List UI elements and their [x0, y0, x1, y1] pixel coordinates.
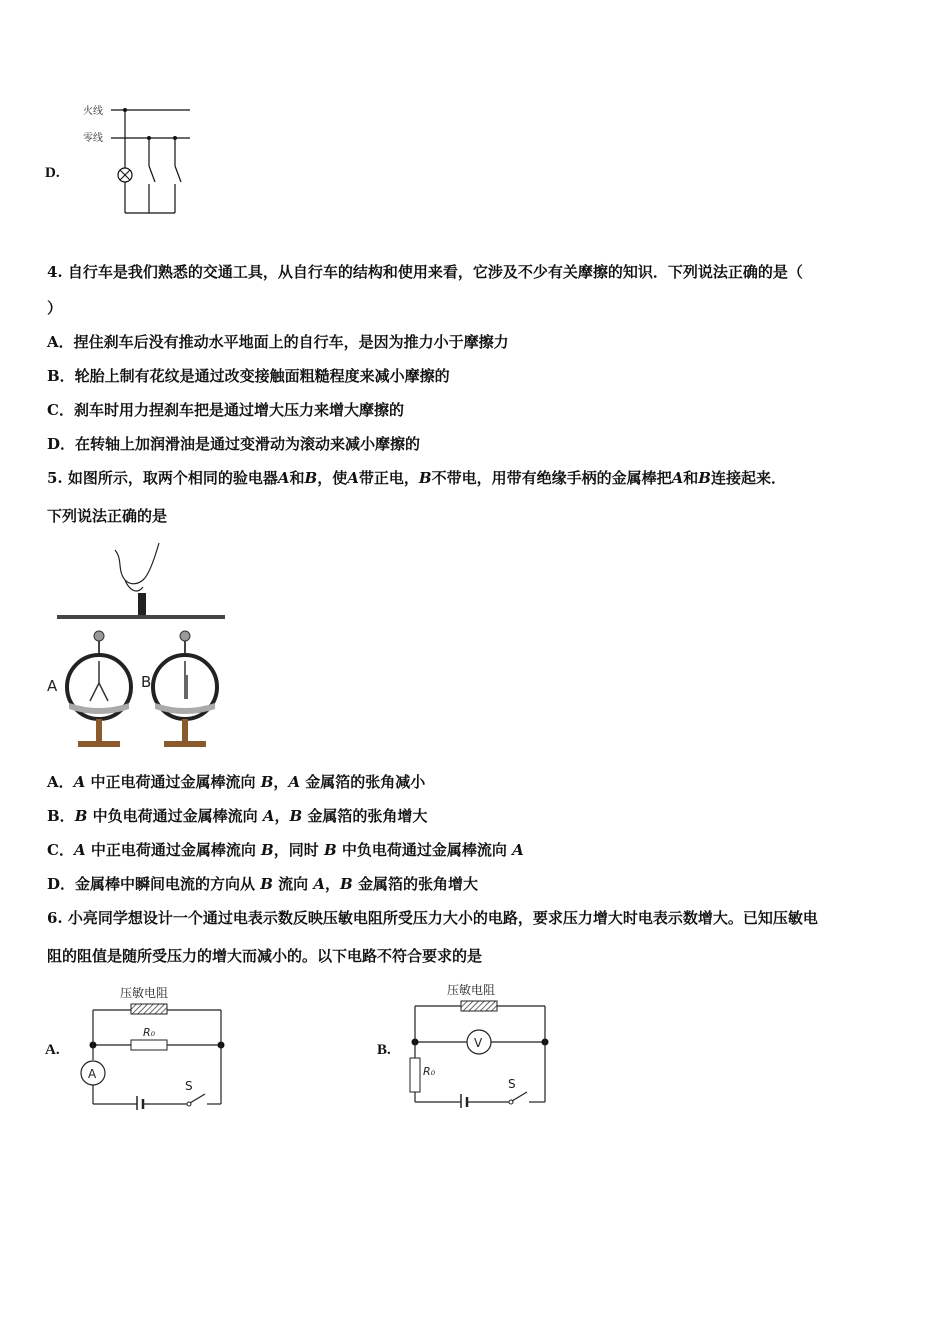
q6-stem-line1: 6. 小亮同学想设计一个通过电表示数反映压敏电阻所受压力大小的电路，要求压力增大时电表示数增大。已知压敏电: [47, 909, 818, 927]
q4-stem-line2: ）: [47, 299, 63, 317]
fire-wire-label: 火线: [83, 106, 103, 117]
pressure-sensor-resistor: [131, 1004, 167, 1014]
q6-stem-line2: 阻的阻值是随所受压力的增大而减小的。以下电路不符合要求的是: [47, 947, 483, 965]
electroscope-b-label: B: [141, 673, 152, 691]
q5-option-a: A．A 中正电荷通过金属棒流向 B，A 金属箔的张角减小: [47, 773, 426, 791]
q4-option-a: A．捏住刹车后没有推动水平地面上的自行车，是因为推力小于摩擦力: [47, 333, 509, 351]
switch-label: S: [185, 1079, 193, 1093]
q4-option-b: B．轮胎上制有花纹是通过改变接触面粗糙程度来减小摩擦的: [47, 367, 450, 385]
r0-label: R₀: [423, 1065, 436, 1078]
switch-icon: [190, 1094, 205, 1103]
metal-rod: [57, 615, 225, 619]
q4-stem-line1: 4. 自行车是我们熟悉的交通工具，从自行车的结构和使用来看，它涉及不少有关摩擦的知识．下列说法正确的是（: [47, 263, 803, 281]
q6-option-b-label: B.: [377, 1042, 391, 1058]
switch-1-icon: [149, 166, 155, 182]
electroscope-b-ball: [180, 631, 190, 641]
electroscope-figure: [45, 535, 230, 755]
switch-label: S: [508, 1077, 516, 1091]
pressure-sensor-label: 压敏电阻: [447, 983, 496, 997]
q3-option-d-circuit: [75, 98, 205, 220]
q4-option-c: C．刹车时用力捏刹车把是通过增大压力来增大摩擦的: [47, 401, 404, 419]
r0-resistor: [410, 1058, 420, 1092]
pressure-sensor-label: 压敏电阻: [120, 986, 169, 1000]
switch-icon: [512, 1092, 527, 1101]
electroscope-a-label: A: [47, 677, 58, 695]
q3-option-d-label: D.: [45, 165, 60, 181]
q6-option-a-label: A.: [45, 1042, 60, 1058]
q4-option-d: D．在转轴上加润滑油是通过变滑动为滚动来减小摩擦的: [47, 435, 421, 453]
q5-option-b: B．B 中负电荷通过金属棒流向 A，B 金属箔的张角增大: [47, 807, 428, 825]
svg-text:A: A: [88, 1067, 97, 1081]
electroscope-a-ball: [94, 631, 104, 641]
hand-icon: [115, 543, 159, 584]
q5-stem-line1: 5. 如图所示，取两个相同的验电器A和B，使A带正电，B不带电，用带有绝缘手柄的金属棒把A和B连接起来．: [47, 469, 786, 487]
q5-stem-line2: 下列说法正确的是: [47, 507, 168, 525]
svg-text:V: V: [474, 1036, 483, 1050]
r0-resistor: [131, 1040, 167, 1050]
q5-option-d: D．金属棒中瞬间电流的方向从 B 流向 A，B 金属箔的张角增大: [47, 875, 478, 893]
neutral-wire-label: 零线: [83, 133, 103, 144]
r0-label: R₀: [143, 1026, 156, 1039]
pressure-sensor-resistor: [461, 1001, 497, 1011]
switch-2-icon: [175, 166, 181, 182]
q6-circuit-b: [405, 978, 565, 1108]
q6-circuit-a: [75, 980, 235, 1110]
q5-option-c: C．A 中正电荷通过金属棒流向 B，同时 B 中负电荷通过金属棒流向 A: [47, 841, 524, 859]
